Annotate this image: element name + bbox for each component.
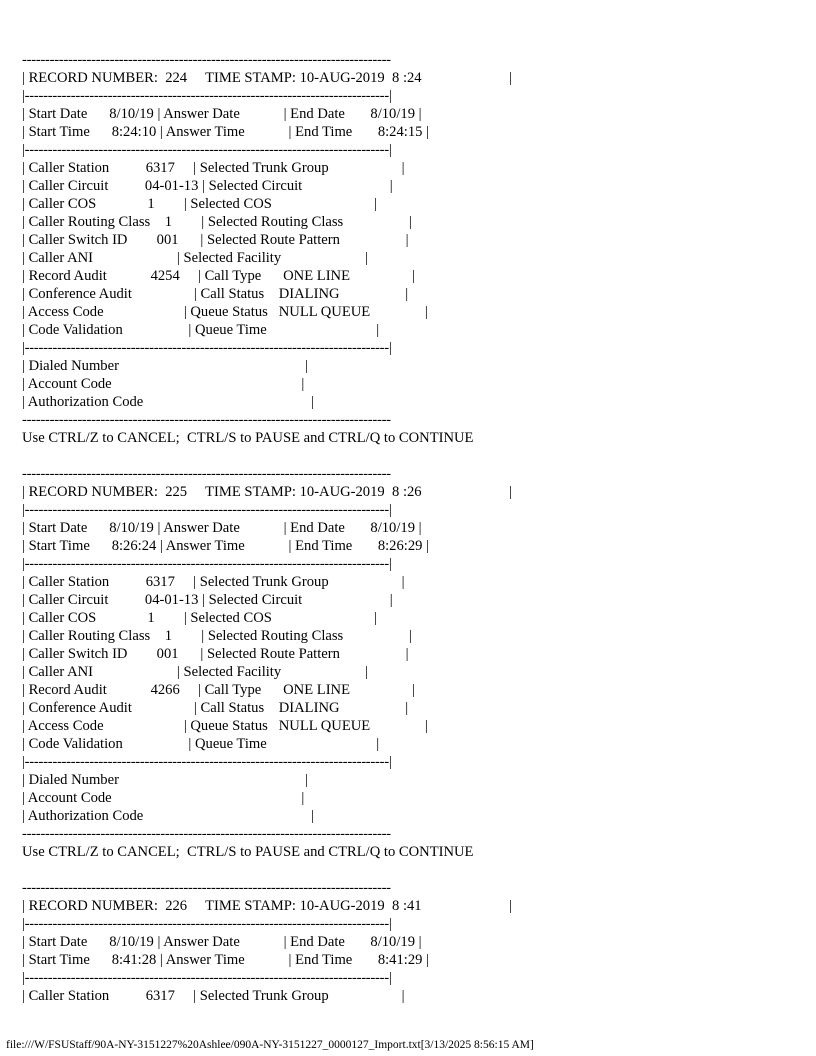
code-line: | Authorization Code | bbox=[22, 808, 315, 824]
detail-line: | Caller Station 6317 | Selected Trunk Group | bbox=[22, 988, 405, 1004]
instruction-line: Use CTRL/Z to CANCEL; CTRL/S to PAUSE and CTRL/Q to CONTINUE bbox=[22, 430, 474, 446]
separator-line: |-------------------------------------------------------------------------------| bbox=[22, 556, 392, 572]
detail-line: | Caller Station 6317 | Selected Trunk Group | bbox=[22, 160, 405, 176]
detail-line: | Conference Audit | Call Status DIALING | bbox=[22, 286, 409, 302]
file-path-footer: file:///W/FSUStaff/90A-NY-3151227%20Ashlee/090A-NY-3151227_0000127_Import.txt[3/13/2025 8:56:15 AM] bbox=[6, 1039, 534, 1051]
code-line: | Dialed Number | bbox=[22, 772, 308, 788]
code-line: | Dialed Number | bbox=[22, 358, 308, 374]
text-document bbox=[22, 51, 512, 1005]
separator-line: -------------------------------------------------------------------------------- bbox=[22, 466, 391, 482]
record-header: | RECORD NUMBER: 224 TIME STAMP: 10-AUG-2019 8 :24 | bbox=[22, 70, 513, 86]
detail-line: | Code Validation | Queue Time | bbox=[22, 322, 380, 338]
detail-line: | Record Audit 4266 | Call Type ONE LINE | bbox=[22, 682, 415, 698]
separator-line: |-------------------------------------------------------------------------------| bbox=[22, 970, 392, 986]
detail-line: | Access Code | Queue Status NULL QUEUE | bbox=[22, 718, 428, 734]
detail-line: | Caller COS 1 | Selected COS | bbox=[22, 196, 377, 212]
time-line: | Start Time 8:26:24 | Answer Time | End Time 8:26:29 | bbox=[22, 538, 429, 554]
call-record bbox=[22, 465, 512, 879]
detail-line: | Conference Audit | Call Status DIALING | bbox=[22, 700, 409, 716]
detail-line: | Caller ANI | Selected Facility | bbox=[22, 250, 368, 266]
time-line: | Start Time 8:24:10 | Answer Time | End Time 8:24:15 | bbox=[22, 124, 429, 140]
call-record bbox=[22, 51, 512, 465]
detail-line: | Caller Routing Class 1 | Selected Routing Class | bbox=[22, 214, 412, 230]
detail-line: | Caller Switch ID 001 | Selected Route Pattern | bbox=[22, 232, 409, 248]
date-line: | Start Date 8/10/19 | Answer Date | End Date 8/10/19 | bbox=[22, 934, 422, 950]
date-line: | Start Date 8/10/19 | Answer Date | End Date 8/10/19 | bbox=[22, 106, 422, 122]
separator-line: -------------------------------------------------------------------------------- bbox=[22, 52, 391, 68]
detail-line: | Access Code | Queue Status NULL QUEUE | bbox=[22, 304, 428, 320]
separator-line: |-------------------------------------------------------------------------------| bbox=[22, 88, 392, 104]
separator-line: -------------------------------------------------------------------------------- bbox=[22, 412, 391, 428]
detail-line: | Caller Station 6317 | Selected Trunk Group | bbox=[22, 574, 405, 590]
detail-line: | Code Validation | Queue Time | bbox=[22, 736, 380, 752]
separator-line: |-------------------------------------------------------------------------------| bbox=[22, 340, 392, 356]
time-line: | Start Time 8:41:28 | Answer Time | End Time 8:41:29 | bbox=[22, 952, 429, 968]
record-header: | RECORD NUMBER: 225 TIME STAMP: 10-AUG-2019 8 :26 | bbox=[22, 484, 513, 500]
separator-line: -------------------------------------------------------------------------------- bbox=[22, 880, 391, 896]
separator-line: |-------------------------------------------------------------------------------| bbox=[22, 754, 392, 770]
code-line: | Account Code | bbox=[22, 376, 305, 392]
date-line: | Start Date 8/10/19 | Answer Date | End Date 8/10/19 | bbox=[22, 520, 422, 536]
separator-line: |-------------------------------------------------------------------------------| bbox=[22, 142, 392, 158]
detail-line: | Record Audit 4254 | Call Type ONE LINE | bbox=[22, 268, 415, 284]
detail-line: | Caller Routing Class 1 | Selected Routing Class | bbox=[22, 628, 412, 644]
call-record bbox=[22, 879, 512, 1005]
record-header: | RECORD NUMBER: 226 TIME STAMP: 10-AUG-2019 8 :41 | bbox=[22, 898, 513, 914]
detail-line: | Caller ANI | Selected Facility | bbox=[22, 664, 368, 680]
detail-line: | Caller Circuit 04-01-13 | Selected Circuit | bbox=[22, 178, 393, 194]
instruction-line: Use CTRL/Z to CANCEL; CTRL/S to PAUSE and CTRL/Q to CONTINUE bbox=[22, 844, 474, 860]
detail-line: | Caller Switch ID 001 | Selected Route Pattern | bbox=[22, 646, 409, 662]
separator-line: |-------------------------------------------------------------------------------| bbox=[22, 916, 392, 932]
detail-line: | Caller COS 1 | Selected COS | bbox=[22, 610, 377, 626]
separator-line: |-------------------------------------------------------------------------------| bbox=[22, 502, 392, 518]
detail-line: | Caller Circuit 04-01-13 | Selected Circuit | bbox=[22, 592, 393, 608]
code-line: | Account Code | bbox=[22, 790, 305, 806]
separator-line: -------------------------------------------------------------------------------- bbox=[22, 826, 391, 842]
code-line: | Authorization Code | bbox=[22, 394, 315, 410]
